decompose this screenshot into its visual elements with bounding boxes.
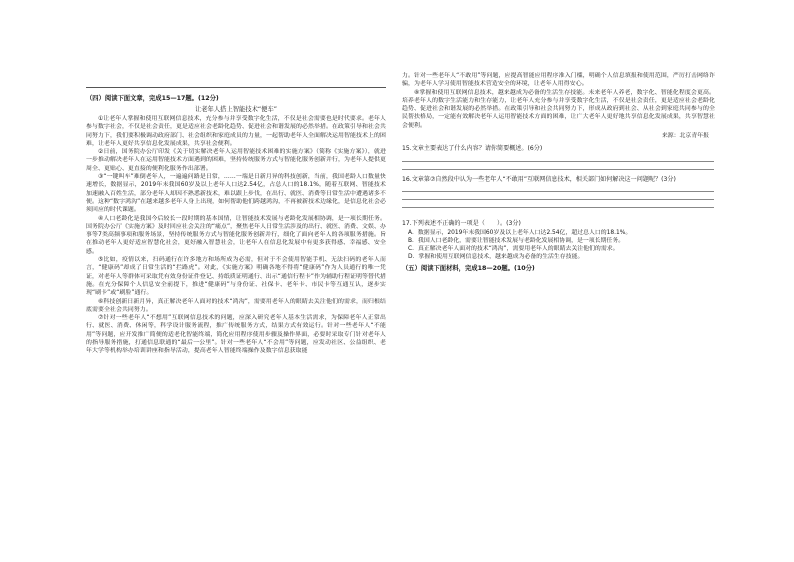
article-source: 来源：北京青年报 [661,133,709,140]
answer-line[interactable] [402,161,714,162]
right-column [402,72,715,275]
option-c[interactable]: C．真正解决老年人面对的技术“鸿沟”，需要用老年人的眼睛去关注他们的需求。 [408,246,619,253]
paragraph-1: ①让老年人掌握和使用互联网信息技术，充分参与并享受数字化生活，不仅是社会需要也是时代要求。老年人参与数字社会，不仅是社会责任，更是适应社会老龄化趋势、促进社会和谐发展的必然举措。在政策引导和社会共同努力下，我们要积极调动政府部门、社会组织和家庭成员的力量，一起帮助老年人全面解决运用智能技术上的困难，让老年人更好共享信息化发展成果，共享社会便利。 [86,116,386,147]
left-column [86,91,386,356]
section-5-title: （五）阅读下面材料，完成18—20题。(10分) [402,264,535,272]
paragraph-3: ③“一键叫车”难倒老年人，一遍遍问路是日常，……一端是日新月异的科技创新，当前，我国老龄人口数量快速增长，数据显示，2019年末我国60岁及以上老年人口达2.54亿，占总人口的18.1%，随着互联网、智能技术加速融入百姓生活，部分老年人却因不熟悉新技术，难以跟上步伐，在出行、就医、消费等日常生活中遭遇诸多不便。这种“数字鸿沟”在越来越多老年人身上出现，如何帮助他们跨越鸿沟，不再被新技术边缘化，是信息化社会必须回应的时代课题。 [86,174,386,214]
paragraph-5: ⑤比如，疫情以来，扫码通行在许多地方和场所成为必需，但对于不会使用智能手机、无法扫码的老年人而言，“健康码”却成了日常生活的“拦路虎”。对此，《实施方案》明确各地不得将“健康码”作为人员通行的唯一凭证，对老年人等群体可采取凭有效身份证件登记、持纸质证明通行、出示“通信行程卡”作为辅助行程证明等替代措施。在充分保障个人信息安全前提下，推进“健康码”与身份证、社保卡、老年卡、市民卡等互通互认，逐步实现“刷卡”或“刷脸”通行。 [86,257,386,297]
paragraph-6: ⑥科技创新日新月异，真正解决老年人面对的技术“鸿沟”，需要用老年人的眼睛去关注他们的需求，而归根结底需要全社会共同努力。 [86,298,386,313]
question-16: 16.文章第⑦自然段中认为一些老年人“不敢用”互联网信息技术，相关部门如何解决这一问题呢？(3分) [402,175,676,183]
answer-line[interactable] [402,199,714,200]
option-d[interactable]: D．掌握和使用互联网信息技术，越来越成为必备的生活生存技能。 [408,254,584,261]
question-17: 17.下列表述不正确的一项是（ ）。(3分) [402,220,521,228]
option-b[interactable]: B．我国人口老龄化，需要让智能技术发展与老龄化发展相协调，是一项长期任务。 [408,237,625,244]
paragraph-8: ⑧掌握和使用互联网信息技术，越来越成为必备的生活生存技能。未来老年人养老，数字化、智能化程度会更高。培养老年人的数字生活能力和生存能力，让老年人充分参与并享受数字化生活，不仅是社会责任，更是适应社会老龄化趋势、促进社会和谐发展的必然举措。在政策引导和社会共同努力下，形成从政府到社会、从社会到家庭共同参与的全民帮扶格局，一定能有效解决老年人运用智能技术方面的困难，让广大老年人更好地共享信息化发展成果，共享智慧社会便利。 [402,89,715,129]
top-divider [86,87,386,88]
question-15: 15.文章主要表达了什么内容？请你简要概述。(6分) [402,145,543,153]
article-title: 让老年人搭上智能技术“便车” [194,106,278,113]
paragraph-4: ④人口老龄化是我国今后较长一段时期的基本国情，让智能技术发展与老龄化发展相协调，是一项长期任务。国务院办公厅《实施方案》及时回应社会关注的“痛点”，聚焦老年人日常生活涉及的出行、就医、消费、文娱、办事等7类高频事项和服务场景，坚持传统服务方式与智能化服务创新并行，细化了面向老年人的各项服务措施。旨在推动老年人更好适应智慧化社会，更好融入智慧社会，让老年人在信息化发展中有更多获得感、幸福感、安全感。 [86,215,386,255]
paragraph-7-continued: 力。针对一些老年人“不敢用”等问题，应提高智能应用程序准入门槛，明确个人信息填报和使用范围，严厉打击网络诈骗，为老年人学习使用智能技术营造安全的环境，让老年人用得安心。 [402,73,715,88]
paragraph-7: ⑦针对一些老年人“不想用”互联网信息技术的问题，应深入研究老年人基本生活需求，为保障老年人正常出行、就医、消费、休闲等，科学设计服务流程，推广传统服务方式，结果方式有效运行。针对一些老年人“不能用”等问题，应开发推广简便的适老化智能终端，简化应用程序使用步骤及操作界面，必要时采取专门针对老年人的指导服务措施，打通信息联通的“最后一公里”。针对一些老年人“不会用”等问题，应发动社区、公益组织、老年大学等机构举办培训讲座和指导活动，提高老年人智能终端操作及数字信息获取能 [86,315,386,355]
section-4-title: （四）阅读下面文章，完成15—17题。(12分) [86,95,219,102]
paragraph-2: ②日前，国务院办公厅印发《关于切实解决老年人运用智能技术困难的实施方案》（简称《实施方案》），就进一步推动解决老年人在运用智能技术方面遇到的困难，坚持传统服务方式与智能化服务创新并行，为老年人提供更周全、更贴心、更直接的便利化服务作出部署。 [86,149,386,172]
answer-line[interactable] [402,191,714,192]
option-a[interactable]: A．数据显示，2019年末我国60岁及以上老年人口达2.54亿，超过总人口的18.1%。 [408,229,632,236]
